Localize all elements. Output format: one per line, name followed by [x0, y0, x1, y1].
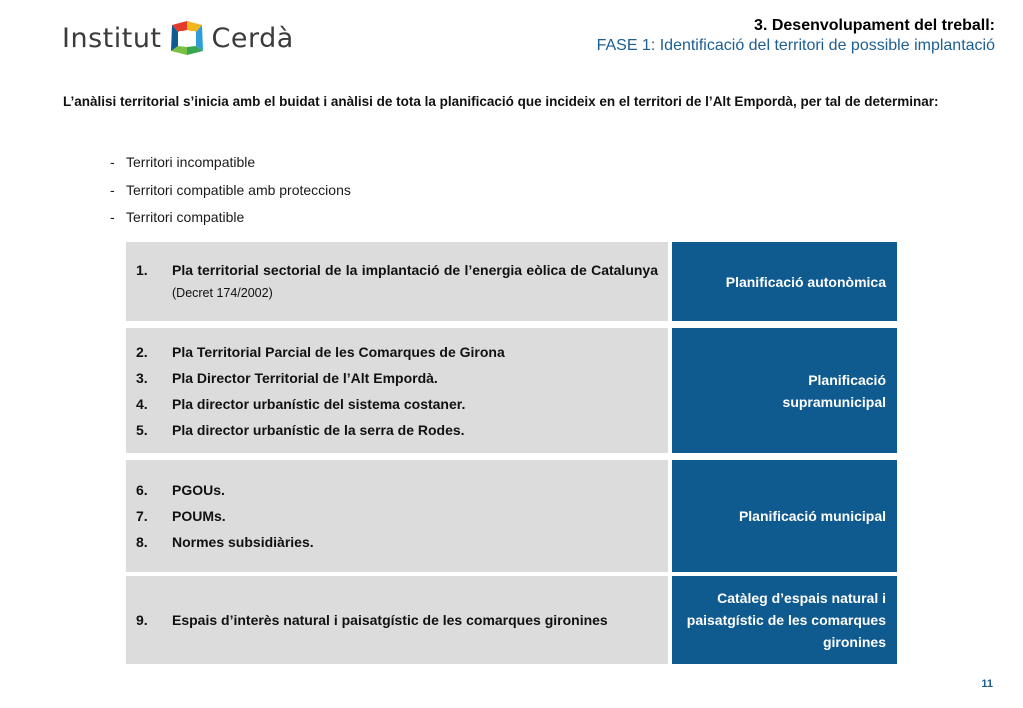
category-cell: Planificació supramunicipal — [672, 328, 897, 453]
plan-cell — [126, 576, 668, 664]
category-cell: Planificació municipal — [672, 460, 897, 572]
section-title: 3. Desenvolupament del treball: — [754, 17, 995, 34]
plan-item: 3. Pla Director Territorial de l’Alt Empordà. — [136, 369, 438, 386]
plan-cell — [126, 328, 668, 453]
plan-item: 6. PGOUs. — [136, 482, 225, 498]
plan-item: 8. Normes subsidiàries. — [136, 534, 314, 550]
table-row — [126, 576, 897, 664]
plan-item: 5. Pla director urbanístic de la serra de Rodes. — [136, 421, 465, 438]
category-cell: Planificació autonòmica — [672, 242, 897, 321]
table-row — [126, 328, 897, 453]
table-row — [126, 460, 897, 572]
list-item: - Territori compatible amb proteccions — [110, 181, 351, 198]
list-item: - Territori compatible — [110, 209, 245, 225]
plan-item: 1. Pla territorial sectorial de la implantació de l’energia eòlica de Catalunya (Decret 174/2002) — [136, 262, 658, 300]
plan-cell — [126, 460, 668, 572]
logo-word-left: Institut — [62, 22, 162, 54]
list-item: - Territori incompatible — [110, 154, 256, 170]
plan-item: 9. Espais d’interès natural i paisatgístic de les comarques gironines — [136, 612, 608, 628]
institut-cerda-logo — [62, 16, 294, 60]
slide-header — [597, 16, 995, 55]
category-cell: Catàleg d’espais natural i paisatgístic de les comarques gironines — [672, 576, 897, 664]
intro-paragraph: L’anàlisi territorial s’inicia amb el buidat i anàlisi de tota la planificació que incideix en el territori de l’Alt Empordà, per tal de determinar: — [63, 94, 939, 109]
territory-list — [110, 151, 351, 234]
plan-item: 2. Pla Territorial Parcial de les Comarques de Girona — [136, 343, 505, 360]
institut-cerda-logo-icon — [168, 19, 206, 57]
phase-subtitle: FASE 1: Identificació del territori de possible implantació — [596, 37, 995, 54]
page-number: 11 — [981, 678, 993, 690]
plan-cell — [126, 242, 668, 321]
plan-item: 4. Pla director urbanístic del sistema costaner. — [136, 395, 466, 412]
logo-word-right: Cerdà — [211, 22, 294, 54]
table-row — [126, 242, 897, 321]
plan-item: 7. POUMs. — [136, 508, 226, 524]
decree-note: (Decret 174/2002) — [172, 286, 273, 300]
